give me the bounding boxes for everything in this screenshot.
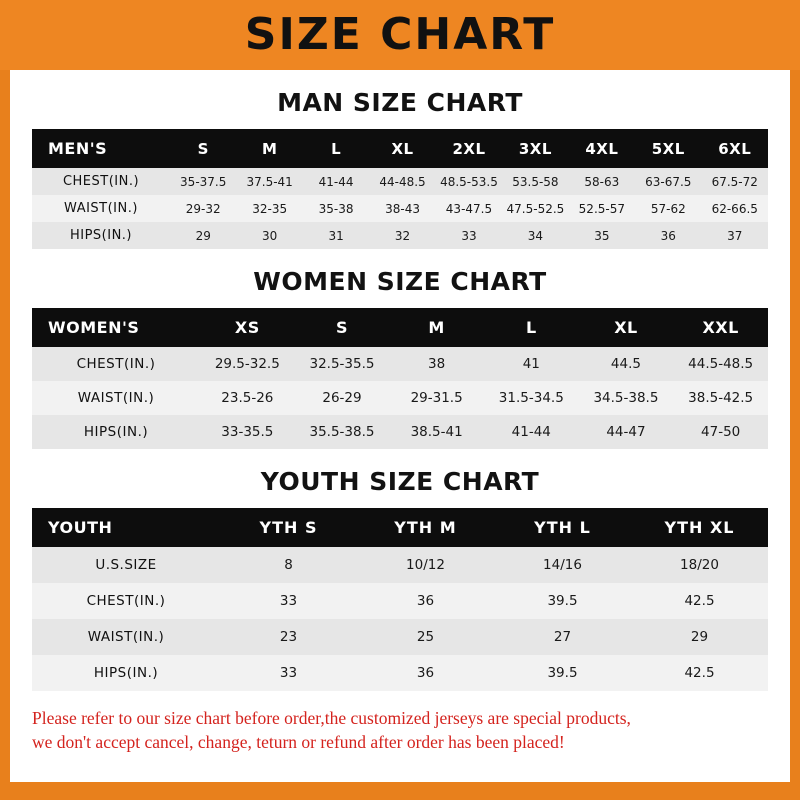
men-section-title: MAN SIZE CHART xyxy=(277,88,523,117)
men-hips-s: 29 xyxy=(195,228,211,243)
men-hips-6xl: 37 xyxy=(727,228,743,243)
disclaimer-line-2: we don't accept cancel, change, teturn or refund after order has been placed! xyxy=(32,731,565,752)
men-row-label-hips: HIPS(IN.) xyxy=(69,228,133,243)
men-header-xl: XL xyxy=(391,139,414,158)
men-header-label: MEN'S xyxy=(48,139,108,158)
women-size-table xyxy=(32,308,768,449)
men-chest-5xl: 63-67.5 xyxy=(645,174,692,189)
women-row-label-waist: WAIST(IN.) xyxy=(77,390,155,406)
youth-waist-m: 25 xyxy=(416,629,435,645)
men-waist-l: 35-38 xyxy=(318,201,354,216)
men-chest-2xl: 48.5-53.5 xyxy=(440,174,498,189)
banner xyxy=(0,0,800,70)
youth-ussize-s: 8 xyxy=(284,557,293,573)
youth-table-header xyxy=(32,508,768,547)
men-chest-s: 35-37.5 xyxy=(180,174,227,189)
women-chest-s: 32.5-35.5 xyxy=(309,356,375,372)
youth-section-title: YOUTH SIZE CHART xyxy=(260,467,540,496)
women-waist-xxl: 38.5-42.5 xyxy=(688,390,754,406)
women-header-label: WOMEN'S xyxy=(48,318,140,337)
men-section xyxy=(10,88,790,249)
table-header-row xyxy=(32,308,768,347)
men-hips-m: 30 xyxy=(262,228,278,243)
men-hips-3xl: 34 xyxy=(527,228,544,243)
women-header-m: M xyxy=(428,318,445,337)
men-chest-xl: 44-48.5 xyxy=(379,174,426,189)
women-chest-xxl: 44.5-48.5 xyxy=(688,356,754,372)
page-title: SIZE CHART xyxy=(244,9,556,60)
men-header-l: L xyxy=(331,139,342,158)
women-hips-m: 38.5-41 xyxy=(410,424,463,440)
women-row-label-hips: HIPS(IN.) xyxy=(83,424,149,440)
women-section-title: WOMEN SIZE CHART xyxy=(253,267,547,296)
table-row xyxy=(32,655,768,691)
youth-size-table xyxy=(32,508,768,691)
table-row xyxy=(32,415,768,449)
men-waist-3xl: 47.5-52.5 xyxy=(506,201,565,216)
men-waist-4xl: 52.5-57 xyxy=(578,201,625,216)
youth-header-s: YTH S xyxy=(259,518,318,537)
women-table-header xyxy=(32,308,768,347)
youth-chest-m: 36 xyxy=(416,593,435,609)
table-row xyxy=(32,168,768,195)
table-row xyxy=(32,583,768,619)
table-row xyxy=(32,347,768,381)
youth-hips-m: 36 xyxy=(416,665,435,681)
women-header-xs: XS xyxy=(234,318,260,337)
youth-row-label-ussize: U.S.SIZE xyxy=(95,557,157,573)
men-chest-3xl: 53.5-58 xyxy=(512,174,559,189)
women-hips-l: 41-44 xyxy=(511,424,551,440)
disclaimer-note xyxy=(32,707,768,754)
youth-header-l: YTH L xyxy=(534,518,591,537)
youth-hips-s: 33 xyxy=(279,665,298,681)
women-row-label-chest: CHEST(IN.) xyxy=(76,356,156,372)
women-hips-xxl: 47-50 xyxy=(701,424,741,440)
youth-ussize-m: 10/12 xyxy=(406,557,445,573)
youth-chest-xl: 42.5 xyxy=(684,593,715,609)
men-hips-l: 31 xyxy=(328,228,344,243)
youth-waist-s: 23 xyxy=(279,629,298,645)
youth-waist-l: 27 xyxy=(553,629,572,645)
women-hips-s: 35.5-38.5 xyxy=(309,424,375,440)
men-table-header xyxy=(32,129,768,168)
youth-row-label-hips: HIPS(IN.) xyxy=(93,665,159,681)
men-waist-m: 32-35 xyxy=(252,201,288,216)
youth-header-m: YTH M xyxy=(394,518,457,537)
table-header-row xyxy=(32,508,768,547)
table-row xyxy=(32,195,768,222)
youth-hips-xl: 42.5 xyxy=(684,665,715,681)
women-header-xl: XL xyxy=(614,318,638,337)
men-size-table xyxy=(32,129,768,249)
women-waist-xs: 23.5-26 xyxy=(221,390,274,406)
men-chest-l: 41-44 xyxy=(318,174,354,189)
youth-section xyxy=(10,467,790,691)
men-waist-2xl: 43-47.5 xyxy=(445,201,493,216)
table-row xyxy=(32,381,768,415)
youth-hips-l: 39.5 xyxy=(547,665,578,681)
table-row xyxy=(32,222,768,249)
table-row xyxy=(32,619,768,655)
women-table-body xyxy=(32,347,768,449)
men-row-label-waist: WAIST(IN.) xyxy=(64,201,138,216)
women-chest-xl: 44.5 xyxy=(610,356,641,372)
youth-header-xl: YTH XL xyxy=(664,518,735,537)
table-row xyxy=(32,547,768,583)
men-chest-4xl: 58-63 xyxy=(584,174,620,189)
women-section xyxy=(10,267,790,449)
women-chest-m: 38 xyxy=(428,356,446,372)
men-header-6xl: 6XL xyxy=(718,139,752,158)
youth-row-label-waist: WAIST(IN.) xyxy=(87,629,165,645)
men-header-5xl: 5XL xyxy=(651,139,685,158)
men-waist-6xl: 62-66.5 xyxy=(711,201,758,216)
men-hips-5xl: 36 xyxy=(660,228,676,243)
table-header-row xyxy=(32,129,768,168)
women-header-s: S xyxy=(335,318,348,337)
youth-waist-xl: 29 xyxy=(690,629,709,645)
men-hips-xl: 32 xyxy=(394,228,411,243)
men-hips-4xl: 35 xyxy=(594,228,610,243)
men-chest-6xl: 67.5-72 xyxy=(711,174,758,189)
men-header-2xl: 2XL xyxy=(452,139,486,158)
women-waist-xl: 34.5-38.5 xyxy=(593,390,659,406)
youth-ussize-l: 14/16 xyxy=(543,557,582,573)
men-waist-xl: 38-43 xyxy=(385,201,420,216)
youth-row-label-chest: CHEST(IN.) xyxy=(86,593,166,609)
youth-header-label: YOUTH xyxy=(48,518,113,537)
men-waist-5xl: 57-62 xyxy=(650,201,686,216)
men-row-label-chest: CHEST(IN.) xyxy=(62,174,140,189)
men-waist-s: 29-32 xyxy=(185,201,221,216)
men-hips-2xl: 33 xyxy=(461,228,477,243)
women-header-xxl: XXL xyxy=(702,318,739,337)
women-chest-l: 41 xyxy=(522,356,540,372)
men-header-m: M xyxy=(261,139,278,158)
youth-ussize-xl: 18/20 xyxy=(680,557,719,573)
men-table-body xyxy=(32,168,768,249)
youth-table-body xyxy=(32,547,768,691)
women-chest-xs: 29.5-32.5 xyxy=(214,356,280,372)
women-hips-xs: 33-35.5 xyxy=(221,424,274,440)
women-header-l: L xyxy=(525,318,537,337)
youth-chest-s: 33 xyxy=(279,593,298,609)
women-waist-l: 31.5-34.5 xyxy=(498,390,564,406)
women-waist-m: 29-31.5 xyxy=(410,390,463,406)
women-waist-s: 26-29 xyxy=(322,390,362,406)
men-chest-m: 37.5-41 xyxy=(246,174,293,189)
women-hips-xl: 44-47 xyxy=(606,424,646,440)
men-header-4xl: 4XL xyxy=(585,139,619,158)
men-header-3xl: 3XL xyxy=(518,139,552,158)
disclaimer-line-1: Please refer to our size chart before order,the customized jerseys are special products, xyxy=(32,708,631,728)
bottom-accent-bar xyxy=(0,782,800,800)
youth-chest-l: 39.5 xyxy=(547,593,578,609)
men-header-s: S xyxy=(197,139,209,158)
